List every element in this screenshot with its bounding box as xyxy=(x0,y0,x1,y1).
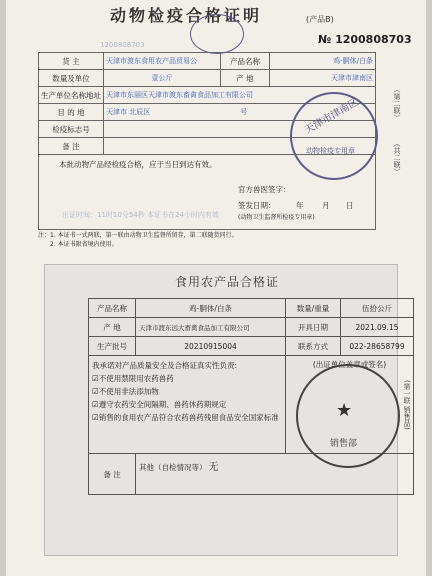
agri-remark-text: 其他（自检情况等） xyxy=(139,463,207,472)
destination-value: 天津市 北辰区 xyxy=(106,108,151,116)
producer-label: 生产单位名称地址 xyxy=(39,87,104,104)
faint-serial: 1200808703 xyxy=(100,41,145,49)
vet-sign-label: 官方兽医签字： xyxy=(238,185,291,194)
star-icon: ★ xyxy=(336,400,353,421)
agri-batch-value: 20210915004 xyxy=(136,337,286,356)
agri-contact-value: 022-28658799 xyxy=(341,337,414,356)
agri-product-value: 鸡-胴体/白条 xyxy=(136,299,286,318)
promise-item: ☑遵守农药安全间隔期、兽药休药期规定 xyxy=(92,400,227,409)
company-seal xyxy=(296,364,400,468)
agri-contact-label: 联系方式 xyxy=(286,337,341,356)
agri-origin-label: 产 地 xyxy=(89,318,136,337)
note-line-1: 注：1. 本证书一式两联，第一联由动物卫生监督所留存，第二联随货同行。 xyxy=(38,232,238,239)
agri-side-label: (第一联 销售品) xyxy=(403,380,411,430)
product-label: 产品名称 xyxy=(221,53,270,70)
agri-remark-value: 无 xyxy=(208,462,219,473)
destination-suffix: 号 xyxy=(240,108,248,116)
quantity-value: 壹公斤 xyxy=(104,70,221,87)
certificate-title: 动物检疫合格证明 xyxy=(110,6,263,25)
agri-remark-label: 备 注 xyxy=(89,454,136,495)
agri-quantity-value: 伍拾公斤 xyxy=(341,299,414,318)
agri-date-value: 2021.09.15 xyxy=(341,318,414,337)
agri-origin-value: 天津市渡东远大畜禽食品加工有限公司 xyxy=(136,318,286,337)
seal-outer-text: 天津市津南区 xyxy=(303,96,361,137)
owner-label: 货 主 xyxy=(39,53,104,70)
promise-title: 我承诺对产品质量安全及合格证真实性负责: xyxy=(92,361,238,370)
agri-quantity-label: 数量/重量 xyxy=(286,299,341,318)
certificate-serial: № 1200808703 xyxy=(318,33,412,46)
certificate-subtitle: (产品B) xyxy=(306,15,334,24)
destination-label: 目 的 地 xyxy=(39,104,104,121)
issue-time-line: 出证时间：11时10分54秒 本证书在24小时内有效 xyxy=(62,211,219,219)
issue-date-month: 月 xyxy=(322,201,330,210)
promise-item: ☑销售的食用农产品符合农药兽药残留食品安全国家标准 xyxy=(92,413,279,422)
seal-inner-text: 动物检疫专用章 xyxy=(306,147,355,155)
note-line-2: 2. 本证书限省境内使用。 xyxy=(50,241,118,248)
seal-caption: (出证单位盖章或签名) xyxy=(312,360,387,369)
stamp-caption: (动物卫生监督所检疫专用章) xyxy=(238,214,315,221)
producer-value: 天津市东丽区天津市渡东畜禽食品加工有限公司 xyxy=(104,87,376,104)
quantity-label: 数量及单位 xyxy=(39,70,104,87)
quarantine-seal xyxy=(290,92,378,180)
issue-date-label: 签发日期： xyxy=(238,201,276,210)
origin-label: 产 地 xyxy=(221,70,270,87)
issue-date-year: 年 xyxy=(296,201,304,210)
owner-value: 天津市渡东食用农产品贸易公 xyxy=(104,53,221,70)
side-label-second-copy: （第二联） xyxy=(393,86,401,121)
side-label-total-copies: （共二联） xyxy=(393,140,401,175)
agri-date-label: 开具日期 xyxy=(286,318,341,337)
promise-item: ☑不使用非法添加物 xyxy=(92,387,159,396)
issue-date-day: 日 xyxy=(346,201,354,210)
remark-label: 备 注 xyxy=(39,138,104,155)
origin-value: 天津市津南区 xyxy=(270,70,376,87)
promise-item: ☑不使用禁限用农药兽药 xyxy=(92,374,174,383)
product-value: 鸡-胴体/白条 xyxy=(270,53,376,70)
agri-product-label: 产品名称 xyxy=(89,299,136,318)
header-oval-stamp xyxy=(190,14,244,54)
company-seal-text: 销售部 xyxy=(330,439,358,449)
agri-cert-title: 食用农产品合格证 xyxy=(175,275,280,289)
quarantine-mark-label: 检疫标志号 xyxy=(39,121,104,138)
agri-batch-label: 生产批号 xyxy=(89,337,136,356)
statement-text: 本批动物产品经检疫合格，应于当日到达有效。 xyxy=(59,160,217,169)
